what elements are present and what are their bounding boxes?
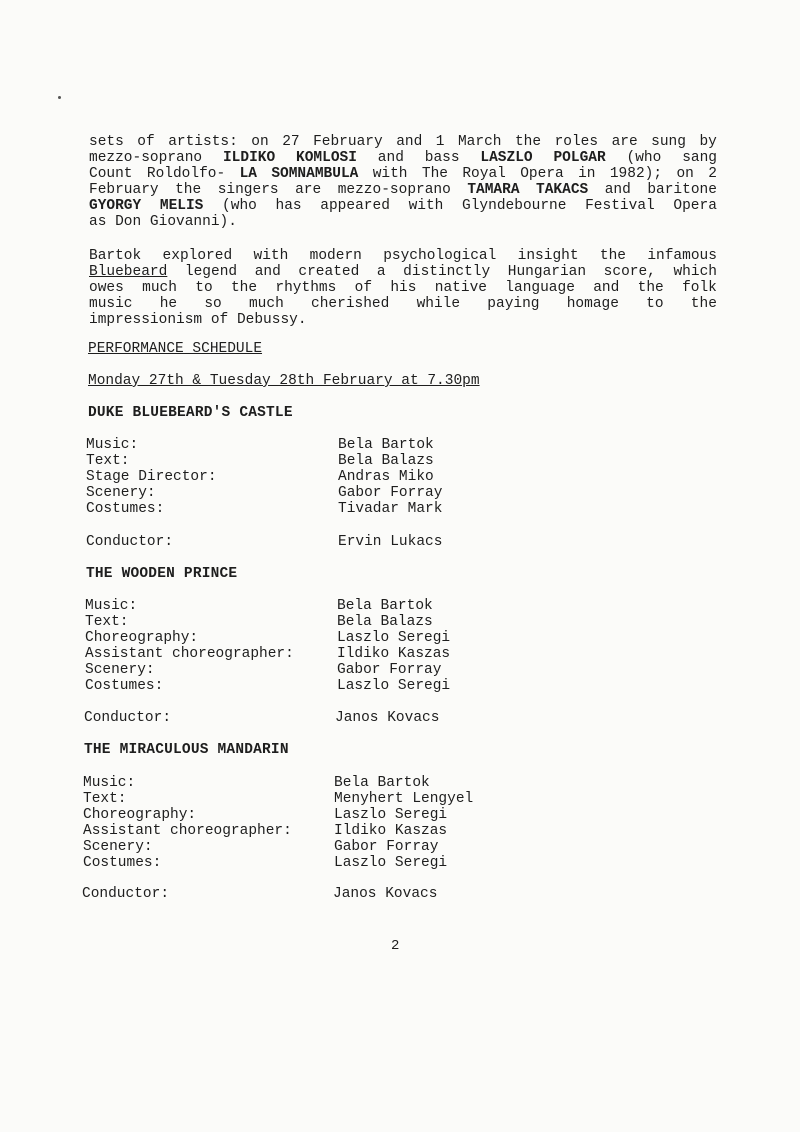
credit-name: Ildiko Kaszas xyxy=(337,646,451,662)
conductor-label: Conductor: xyxy=(86,534,174,550)
credit-row xyxy=(85,646,450,662)
credit-name: Menyhert Lengyel xyxy=(334,791,474,807)
word: February xyxy=(313,134,383,150)
text-line xyxy=(89,166,717,182)
work-title-miraculous-mandarin: THE MIRACULOUS MANDARIN xyxy=(84,742,289,758)
word: rhythms xyxy=(275,280,337,296)
credit-role: Assistant choreographer: xyxy=(85,646,294,662)
word: has xyxy=(275,198,302,214)
word: homage xyxy=(566,296,619,312)
word: and xyxy=(593,280,620,296)
word: POLGAR xyxy=(553,150,606,166)
conductor-row-wooden-prince xyxy=(84,710,439,726)
word: MELIS xyxy=(159,198,204,214)
word: a xyxy=(376,264,386,280)
bartok-paragraph xyxy=(89,248,717,328)
date-heading: Monday 27th & Tuesday 28th February at 7.30pm xyxy=(88,373,480,389)
word: impressionism xyxy=(89,312,211,328)
credit-row xyxy=(85,598,450,614)
word: infamous xyxy=(647,248,717,264)
text-line xyxy=(89,198,717,214)
word: mezzo-soprano xyxy=(89,150,203,166)
word: 1982); xyxy=(609,166,663,182)
credit-name: Laszlo Seregi xyxy=(334,807,448,823)
word: to xyxy=(646,296,664,312)
conductor-name: Ervin Lukacs xyxy=(338,534,443,550)
credit-role: Text: xyxy=(86,453,130,469)
text-line xyxy=(89,312,717,328)
text-line xyxy=(89,214,717,230)
credit-name: Ildiko Kaszas xyxy=(334,823,448,839)
word: Count xyxy=(89,166,133,182)
word: are xyxy=(611,134,638,150)
word: insight xyxy=(517,248,579,264)
word: TAKACS xyxy=(536,182,589,198)
word: his xyxy=(390,280,417,296)
credit-name: Laszlo Seregi xyxy=(334,855,448,871)
credit-name: Laszlo Seregi xyxy=(337,678,451,694)
word: The xyxy=(421,166,448,182)
word: GYORGY xyxy=(89,198,142,214)
word: LASZLO xyxy=(480,150,533,166)
credit-name: Tivadar Mark xyxy=(338,501,443,517)
word: sung xyxy=(651,134,686,150)
word: and xyxy=(396,134,423,150)
word: and xyxy=(377,150,404,166)
word: KOMLOSI xyxy=(296,150,357,166)
credit-role: Text: xyxy=(83,791,127,807)
credit-role: Music: xyxy=(85,598,138,614)
credit-row xyxy=(83,775,473,791)
word: 27 xyxy=(282,134,300,150)
word: Giovanni). xyxy=(149,214,237,230)
credit-row xyxy=(83,807,473,823)
word: while xyxy=(416,296,461,312)
credits-wooden-prince xyxy=(85,598,450,694)
word: SOMNAMBULA xyxy=(271,166,359,182)
credit-name: Gabor Forray xyxy=(338,485,443,501)
credit-role: Stage Director: xyxy=(86,469,217,485)
credit-role: Text: xyxy=(85,614,129,630)
text-line xyxy=(89,280,717,296)
conductor-name: Janos Kovacs xyxy=(333,886,438,902)
text-line xyxy=(89,182,717,198)
credit-row xyxy=(85,614,450,630)
word: legend xyxy=(184,264,238,280)
word: owes xyxy=(89,280,124,296)
word: are xyxy=(295,182,322,198)
credit-row xyxy=(83,855,473,871)
text-line xyxy=(89,264,717,280)
credit-name: Laszlo Seregi xyxy=(337,630,451,646)
word: Hungarian xyxy=(507,264,587,280)
word: and xyxy=(604,182,631,198)
text-line xyxy=(89,248,717,264)
conductor-name: Janos Kovacs xyxy=(335,710,440,726)
word: appeared xyxy=(320,198,390,214)
word: Bluebeard xyxy=(89,264,168,280)
word: with xyxy=(253,248,289,264)
word: created xyxy=(298,264,360,280)
word: Roldolfo- xyxy=(146,166,226,182)
word: so xyxy=(204,296,222,312)
schedule-heading: PERFORMANCE SCHEDULE xyxy=(88,341,263,357)
word: cherished xyxy=(311,296,390,312)
credit-name: Bela Bartok xyxy=(334,775,430,791)
conductor-label: Conductor: xyxy=(82,886,170,902)
credit-row xyxy=(85,678,450,694)
credit-row xyxy=(86,501,442,517)
word: distinctly xyxy=(403,264,491,280)
credit-role: Assistant choreographer: xyxy=(83,823,292,839)
word: bass xyxy=(424,150,460,166)
word: as xyxy=(89,214,116,230)
credit-role: Costumes: xyxy=(86,501,165,517)
word: ILDIKO xyxy=(222,150,276,166)
word: by xyxy=(699,134,717,150)
word: roles xyxy=(554,134,599,150)
credit-role: Music: xyxy=(86,437,139,453)
word: which xyxy=(673,264,717,280)
word: music xyxy=(89,296,133,312)
word: and xyxy=(254,264,281,280)
word: Glyndebourne xyxy=(462,198,567,214)
word: TAMARA xyxy=(467,182,520,198)
word: Opera xyxy=(673,198,717,214)
word: (who xyxy=(222,198,257,214)
word: the xyxy=(690,296,717,312)
conductor-row-miraculous-mandarin xyxy=(82,886,437,902)
word: with xyxy=(372,166,408,182)
credit-name: Bela Balazs xyxy=(337,614,433,630)
credit-role: Choreography: xyxy=(83,807,197,823)
word: the xyxy=(637,280,664,296)
word: (who xyxy=(626,150,662,166)
word: language xyxy=(505,280,575,296)
credit-row xyxy=(85,662,450,678)
word: explored xyxy=(162,248,233,264)
word: modern xyxy=(309,248,362,264)
word: psychological xyxy=(383,248,497,264)
word: sang xyxy=(682,150,717,166)
credit-row xyxy=(83,791,473,807)
word: on xyxy=(676,166,694,182)
credit-role: Costumes: xyxy=(85,678,164,694)
word: Festival xyxy=(585,198,655,214)
credit-role: Music: xyxy=(83,775,136,791)
word: much xyxy=(142,280,177,296)
word: artists: xyxy=(168,134,238,150)
credit-row xyxy=(86,453,442,469)
conductor-label: Conductor: xyxy=(84,710,172,726)
text-line xyxy=(89,134,717,150)
work-title-bluebeard: DUKE BLUEBEARD'S CASTLE xyxy=(88,405,293,421)
word: LA xyxy=(239,166,257,182)
word: Bartok xyxy=(89,248,142,264)
word: baritone xyxy=(647,182,717,198)
credit-role: Choreography: xyxy=(85,630,199,646)
word: singers xyxy=(217,182,279,198)
credit-name: Gabor Forray xyxy=(334,839,439,855)
word: he xyxy=(159,296,178,312)
credit-row xyxy=(86,437,442,453)
word: folk xyxy=(682,280,717,296)
credit-role: Scenery: xyxy=(86,485,156,501)
credit-role: Scenery: xyxy=(83,839,153,855)
text-line xyxy=(89,150,717,166)
word: on xyxy=(251,134,269,150)
word: mezzo-soprano xyxy=(337,182,451,198)
page-number: 2 xyxy=(391,938,400,954)
word: 1 xyxy=(435,134,445,150)
word: the xyxy=(514,134,542,150)
credit-name: Bela Bartok xyxy=(337,598,433,614)
word: to xyxy=(195,280,213,296)
word: much xyxy=(248,296,284,312)
conductor-row-bluebeard xyxy=(86,534,442,550)
word: in xyxy=(578,166,596,182)
credit-row xyxy=(83,839,473,855)
word: of xyxy=(210,312,237,328)
credit-role: Costumes: xyxy=(83,855,162,871)
credits-bluebeard xyxy=(86,437,442,517)
speck-mark xyxy=(58,96,61,99)
word: of xyxy=(354,280,373,296)
word: Royal xyxy=(462,166,506,182)
word: with xyxy=(408,198,444,214)
word: the xyxy=(230,280,258,296)
credit-name: Gabor Forray xyxy=(337,662,442,678)
word: Debussy. xyxy=(236,312,307,328)
word: Opera xyxy=(520,166,564,182)
word: the xyxy=(175,182,202,198)
word: Don xyxy=(115,214,150,230)
word: of xyxy=(137,134,155,150)
work-title-wooden-prince: THE WOODEN PRINCE xyxy=(86,566,238,582)
word: sets xyxy=(89,134,124,150)
word: native xyxy=(434,280,487,296)
word: 2 xyxy=(708,166,717,182)
credit-row xyxy=(85,630,450,646)
credit-row xyxy=(83,823,473,839)
credit-row xyxy=(86,485,442,501)
word: February xyxy=(89,182,159,198)
credit-row xyxy=(86,469,442,485)
credits-miraculous-mandarin xyxy=(83,775,473,871)
word: the xyxy=(599,248,626,264)
credit-name: Bela Bartok xyxy=(338,437,434,453)
credit-name: Bela Balazs xyxy=(338,453,434,469)
word: paying xyxy=(487,296,540,312)
intro-paragraph xyxy=(89,134,717,230)
word: March xyxy=(457,134,502,150)
text-line xyxy=(89,296,717,312)
credit-name: Andras Miko xyxy=(338,469,434,485)
word: score, xyxy=(603,264,656,280)
credit-role: Scenery: xyxy=(85,662,155,678)
